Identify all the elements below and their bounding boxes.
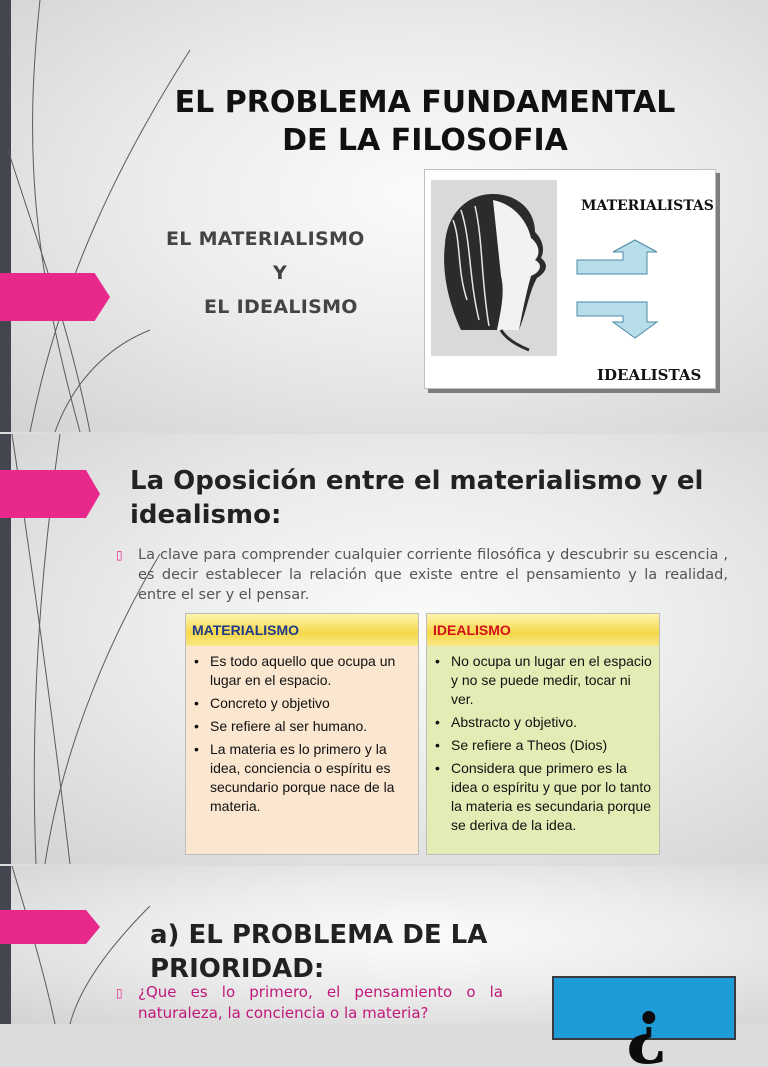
list-item: • Se refiere a Theos (Dios)	[451, 736, 653, 755]
pink-arrow-tab	[0, 910, 100, 944]
list-item: • No ocupa un lugar en el espacio y no se puede medir, tocar ni ver.	[451, 652, 653, 709]
materialismo-column	[185, 613, 419, 855]
slide-2-body-text: La clave para comprender cualquier corriente filosófica y descubrir su escencia , es decir establecer la relación que existe entre el pensamiento y la realidad, entre el ser y el pensar.	[138, 547, 728, 603]
bullet-marker: ▯	[116, 548, 123, 562]
subtitle-idealismo: EL IDEALISMO	[204, 296, 358, 318]
down-arrow-icon	[575, 300, 661, 342]
list-item: • Se refiere al ser humano.	[210, 717, 412, 736]
idealismo-column	[426, 613, 660, 855]
list-item: • Abstracto y objetivo.	[451, 713, 653, 732]
idealismo-list	[427, 652, 659, 835]
slide-2-title: La Oposición entre el materialismo y el idealismo:	[130, 466, 704, 530]
slide-3-title: a) EL PROBLEMA DE LA PRIORIDAD:	[150, 920, 488, 984]
materialismo-heading: MATERIALISMO	[186, 614, 418, 646]
pink-arrow-tab	[0, 273, 110, 321]
prioridad-question: ¿Que es lo primero, el pensamiento o la naturaleza, la conciencia o la materia?	[138, 983, 503, 1022]
up-arrow-icon	[575, 238, 661, 278]
list-item: • Es todo aquello que ocupa un lugar en el espacio.	[210, 652, 412, 690]
classical-head-illustration	[431, 180, 557, 356]
bullet-marker: ▯	[116, 986, 123, 1000]
list-item: • Concreto y objetivo	[210, 694, 412, 713]
slide-1	[0, 0, 768, 432]
question-mark-glyph: ¿	[626, 984, 668, 1067]
subtitle-y: Y	[273, 262, 288, 284]
question-mark-image	[552, 976, 736, 1067]
materialists-idealists-diagram	[424, 169, 716, 389]
pink-arrow-tab	[0, 470, 100, 518]
subtitle-materialismo: EL MATERIALISMO	[166, 228, 365, 250]
materialistas-label: MATERIALISTAS	[581, 198, 714, 214]
idealismo-heading: IDEALISMO	[427, 614, 659, 646]
idealistas-label: IDEALISTAS	[597, 366, 702, 384]
slide-1-title: EL PROBLEMA FUNDAMENTAL DE LA FILOSOFIA	[174, 85, 676, 158]
list-item: • Considera que primero es la idea o espíritu y que por lo tanto la materia es secundaria porque se deriva de la idea.	[451, 759, 653, 835]
list-item: • La materia es lo primero y la idea, conciencia o espíritu es secundario porque nace de la materia.	[210, 740, 412, 816]
materialismo-list	[186, 652, 418, 816]
